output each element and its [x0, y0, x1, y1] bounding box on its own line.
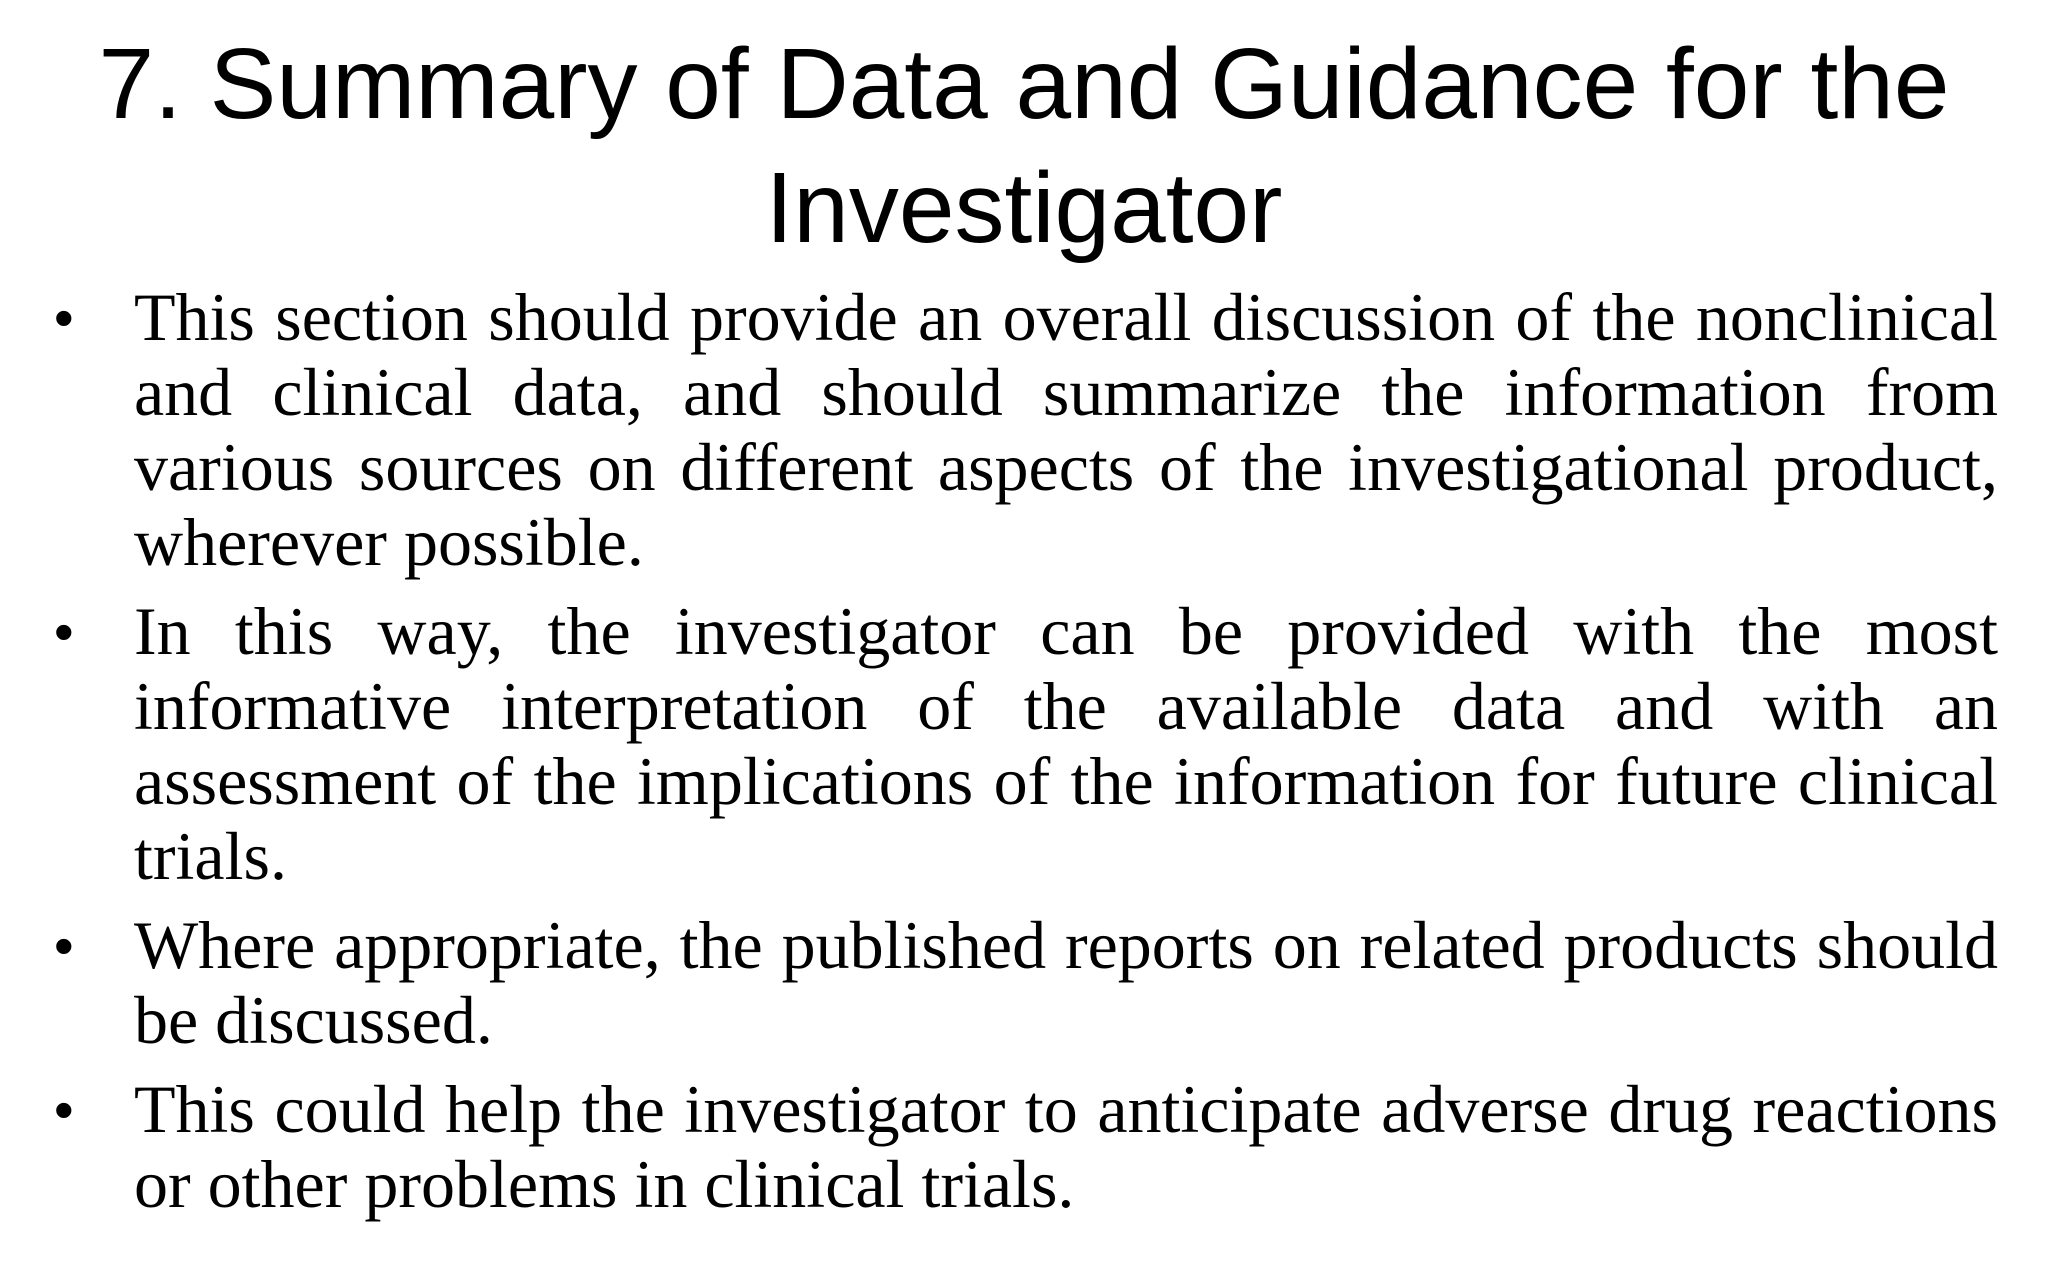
bullet-text: Where appropriate, the published reports on related products should be discussed. [134, 907, 1998, 1058]
bullet-item [50, 280, 1998, 580]
slide-title: 7. Summary of Data and Guidance for the Investigator [98, 28, 1950, 264]
bullet-icon: • [54, 914, 74, 977]
bullet-item [50, 1072, 1998, 1222]
bullet-text: This could help the investigator to anticipate adverse drug reactions or other problems in clinical trials. [134, 1071, 1998, 1222]
bullet-item [50, 908, 1998, 1058]
bullet-list [50, 280, 1998, 1222]
bullet-icon: • [54, 286, 74, 349]
bullet-text: In this way, the investigator can be provided with the most informative interpretation of the available data and with an assessment of the implications of the information for future clinical trials. [134, 593, 1998, 894]
bullet-text: This section should provide an overall discussion of the nonclinical and clinical data, and should summarize the information from various sources on different aspects of the investigational product, wherever possible. [134, 279, 1998, 580]
bullet-icon: • [54, 600, 74, 663]
bullet-item [50, 594, 1998, 894]
bullet-icon: • [54, 1078, 74, 1141]
